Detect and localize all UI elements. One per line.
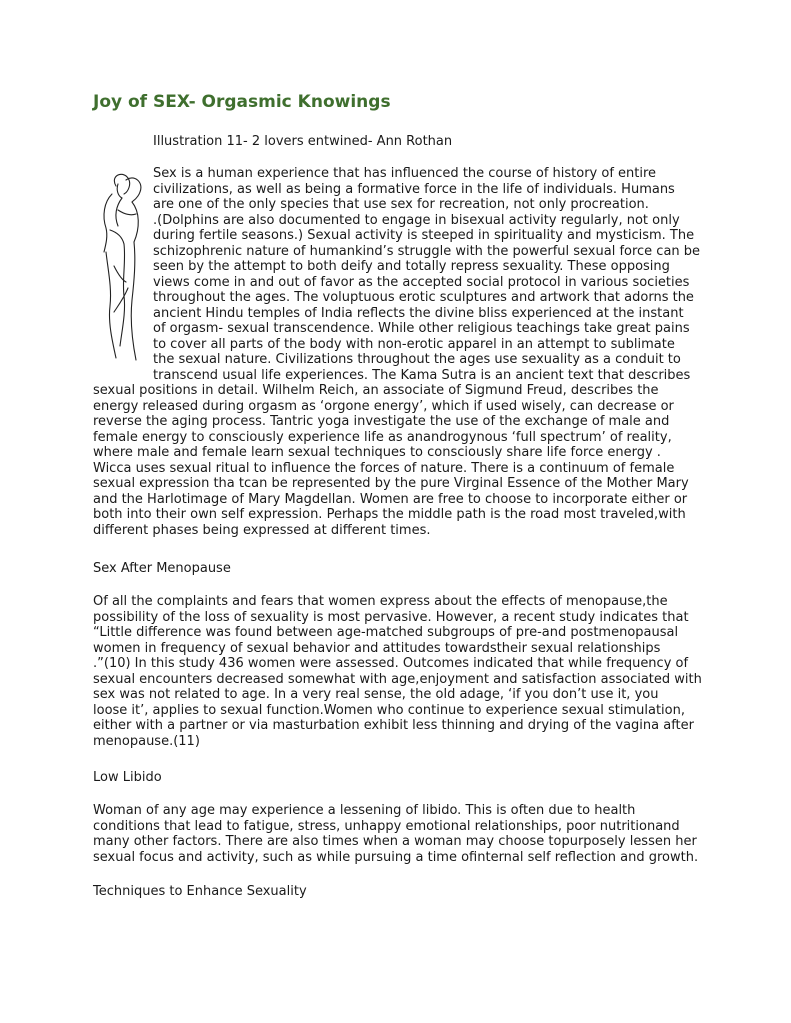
text-line: Sex is a human experience that has influenced the course of history of entire bbox=[153, 166, 657, 181]
text-line: civilizations, as well as being a formative force in the life of individuals. Humans bbox=[153, 181, 675, 197]
text-line: ancient Hindu temples of India reflects the divine bliss experienced at the instant bbox=[153, 305, 684, 321]
text-line: are one of the only species that use sex for recreation, not only procreation. bbox=[153, 197, 649, 212]
section-heading-techniques: Techniques to Enhance Sexuality bbox=[93, 884, 307, 899]
text-line: the sexual nature. Civilizations throughout the ages use sexuality as a conduit to bbox=[153, 352, 681, 367]
text-line: energy released during orgasm as ‘orgone energy’, which if used wisely, can decrease or bbox=[93, 398, 674, 414]
text-line: schizophrenic nature of humankind’s struggle with the powerful sexual force can be bbox=[153, 243, 701, 259]
text-line: .(Dolphins are also documented to engage in bisexual activity regularly, not only bbox=[153, 212, 680, 228]
text-line: sexual encounters decreased somewhat with age,enjoyment and satisfaction associated with bbox=[93, 671, 702, 687]
text-line: either with a partner or via masturbation exhibit less thinning and drying of the vagina after bbox=[93, 718, 694, 733]
text-line: Of all the complaints and fears that women express about the effects of menopause,the bbox=[93, 594, 668, 609]
text-line: seen by the attempt to both deify and totally repress sexuality. These opposing bbox=[153, 259, 670, 274]
text-line: loose it’, applies to sexual function.Women who continue to experience sexual stimulation, bbox=[93, 702, 685, 718]
section-heading-menopause: Sex After Menopause bbox=[93, 561, 231, 576]
text-line: sexual positions in detail. Wilhelm Reich, an associate of Sigmund Freud, describes the bbox=[93, 383, 659, 398]
text-line: Woman of any age may experience a lessening of libido. This is often due to health bbox=[93, 803, 636, 818]
text-line: Wicca uses sexual ritual to influence the forces of nature. There is a continuum of female bbox=[93, 460, 675, 476]
text-line: different phases being expressed at different times. bbox=[93, 522, 431, 538]
page-title: Joy of SEX- Orgasmic Knowings bbox=[93, 92, 391, 112]
text-line: many other factors. There are also times when a woman may choose topurposely lessen her bbox=[93, 834, 697, 849]
section-heading-low-libido: Low Libido bbox=[93, 770, 162, 785]
text-line: both into their own self expression. Perhaps the middle path is the road most traveled,with bbox=[93, 507, 686, 522]
text-line: during fertile seasons.) Sexual activity is steeped in spirituality and mysticism. The bbox=[153, 228, 695, 243]
text-line: conditions that lead to fatigue, stress, unhappy emotional relationships, poor nutritionand bbox=[93, 818, 680, 834]
intro-paragraph bbox=[93, 166, 708, 538]
text-line: and the Harlotimage of Mary Magdellan. Women are free to choose to incorporate either or bbox=[93, 491, 688, 507]
text-line: where male and female learn sexual techniques to consciously share life force energy . bbox=[93, 445, 661, 460]
menopause-paragraph bbox=[93, 594, 708, 749]
text-line: women in frequency of sexual behavior and attitudes towardstheir sexual relationships bbox=[93, 640, 661, 656]
text-line: female energy to consciously experience life as anandrogynous ‘full spectrum’ of reality, bbox=[93, 429, 672, 445]
text-line: menopause.(11) bbox=[93, 733, 200, 749]
libido-paragraph bbox=[93, 803, 708, 865]
text-line: views come in and out of favor as the accepted social protocol in various societies bbox=[153, 274, 690, 290]
text-line: to cover all parts of the body with non-erotic apparel in an attempt to sublimate bbox=[153, 336, 675, 352]
text-line: throughout the ages. The voluptuous erotic sculptures and artwork that adorns the bbox=[153, 290, 694, 305]
text-line: .”(10) In this study 436 women were assessed. Outcomes indicated that while frequency of bbox=[93, 656, 689, 671]
text-line: sexual focus and activity, such as while pursuing a time ofinternal self reflection and growth. bbox=[93, 849, 699, 865]
text-line: transcend usual life experiences. The Kama Sutra is an ancient text that describes bbox=[153, 367, 691, 383]
text-line: possibility of the loss of sexuality is most pervasive. However, a recent study indicates that bbox=[93, 609, 689, 625]
text-line: reverse the aging process. Tantric yoga investigate the use of the exchange of male and bbox=[93, 414, 670, 429]
text-line: “Little difference was found between age-matched subgroups of pre-and postmenopausal bbox=[93, 625, 679, 640]
illustration-caption: Illustration 11- 2 lovers entwined- Ann Rothan bbox=[153, 134, 453, 149]
text-line: of orgasm- sexual transcendence. While other religious teachings take great pains bbox=[153, 321, 690, 336]
text-line: sexual expression tha tcan be represented by the pure Virginal Essence of the Mother Mary bbox=[93, 476, 689, 491]
text-line: sex was not related to age. In a very real sense, the old adage, ‘if you don’t use it, you bbox=[93, 687, 659, 702]
